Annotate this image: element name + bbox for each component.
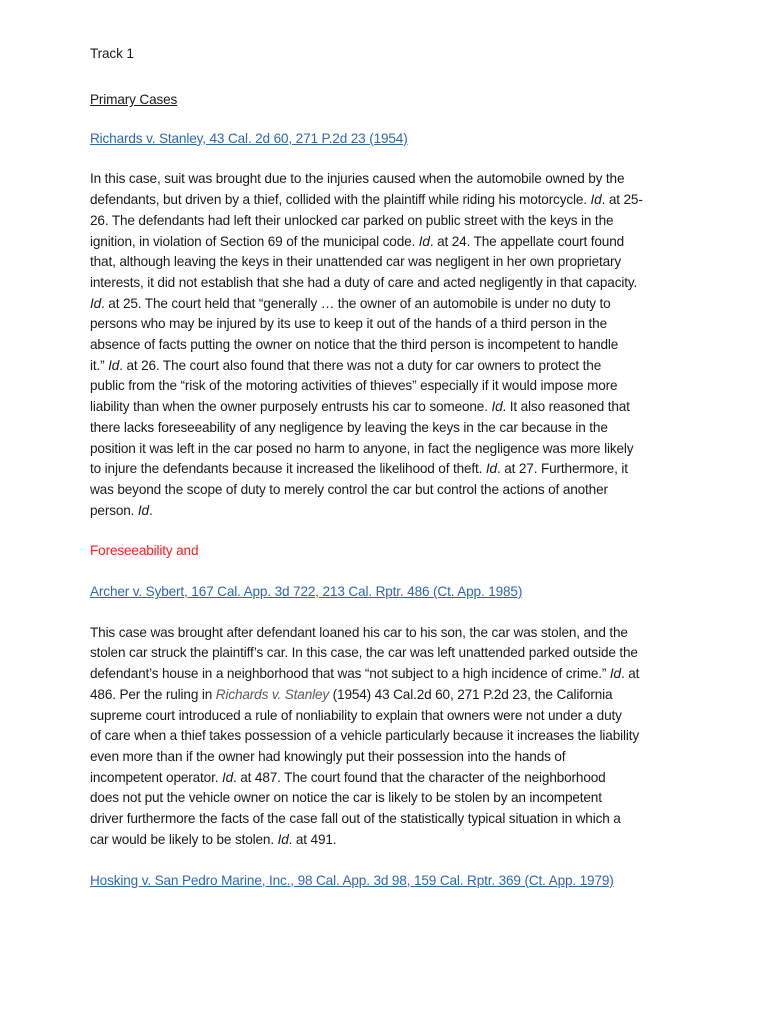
case-summary-richards [90,169,680,521]
paragraph-line: interests, it did not establish that she had a duty of care and acted negligently in that capacity. [90,274,638,290]
paragraph-line: stolen car struck the plaintiff’s car. In this case, the car was left unattended parked outside the [90,645,638,661]
paragraph-line: public from the “risk of the motoring activities of thieves” especially if it would impose more [90,378,618,394]
paragraph-line: there lacks foreseeability of any negligence by leaving the keys in the car because in the [90,419,608,435]
document-page [90,44,680,891]
track-label: Track 1 [90,46,134,61]
paragraph-line: 26. The defendants had left their unlocked car parked on public street with the keys in the [90,212,614,228]
paragraph-line: persons who may be injured by its use to keep it out of the hands of a third person in the [90,316,607,332]
paragraph-line: does not put the vehicle owner on notice the car is likely to be stolen by an incompetent [90,790,602,806]
case-link-richards[interactable]: Richards v. Stanley, 43 Cal. 2d 60, 271 P.2d 23 (1954) [90,130,408,146]
paragraph-line: supreme court introduced a rule of nonliability to explain that owners were not under a duty [90,707,622,723]
primary-cases-title: Primary Cases [90,92,178,107]
paragraph-line: that, although leaving the keys in their unattended car was negligent in her own proprietary [90,254,622,270]
paragraph-line: to injure the defendants because it increased the likelihood of theft. Id. at 27. Furthermore, it [90,461,628,477]
paragraph-line: incompetent operator. Id. at 487. The court found that the character of the neighborhood [90,769,606,785]
paragraph-line: was beyond the scope of duty to merely control the car but control the actions of another [90,481,608,497]
paragraph-line: 486. Per the ruling in Richards v. Stanley (1954) 43 Cal.2d 60, 271 P.2d 23, the California [90,686,613,702]
foreseeability-heading: Foreseeability and [90,543,199,559]
paragraph-line: driver furthermore the facts of the case fall out of the statistically typical situation in which a [90,811,621,827]
paragraph-line: position it was left in the car posed no harm to anyone, in fact the negligence was more likely [90,440,634,456]
paragraph-line: liability than when the owner purposely entrusts his car to someone. Id. It also reasoned that [90,399,630,415]
primary-cases-heading [90,65,680,111]
paragraph-line: Id. at 25. The court held that “generally … the owner of an automobile is under no duty to [90,295,611,311]
paragraph-line: person. Id. [90,502,153,518]
paragraph-line: it.” Id. at 26. The court also found that there was not a duty for car owners to protect the [90,357,602,373]
paragraph-line: car would be likely to be stolen. Id. at 491. [90,831,337,847]
paragraph-line: absence of facts putting the owner on notice that the third person is incompetent to handle [90,337,619,353]
case-link-archer[interactable]: Archer v. Sybert, 167 Cal. App. 3d 722, 213 Cal. Rptr. 486 (Ct. App. 1985) [90,584,523,600]
paragraph-line: of care when a thief takes possession of a vehicle particularly because it increases the liability [90,728,639,744]
case-summary-archer [90,623,680,851]
paragraph-line: defendants, but driven by a thief, collided with the plaintiff while riding his motorcycle. Id. at 25- [90,192,643,208]
paragraph-line: In this case, suit was brought due to the injuries caused when the automobile owned by the [90,171,625,187]
paragraph-line: This case was brought after defendant loaned his car to his son, the car was stolen, and the [90,624,628,640]
paragraph-line: ignition, in violation of Section 69 of the municipal code. Id. at 24. The appellate court found [90,233,625,249]
paragraph-line: even more than if the owner had knowingly put their possession into the hands of [90,748,566,764]
paragraph-line: defendant’s house in a neighborhood that was “not subject to a high incidence of crime.” Id. at [90,666,640,682]
case-link-hosking[interactable]: Hosking v. San Pedro Marine, Inc., 98 Cal. App. 3d 98, 159 Cal. Rptr. 369 (Ct. App. 1979) [90,872,614,888]
